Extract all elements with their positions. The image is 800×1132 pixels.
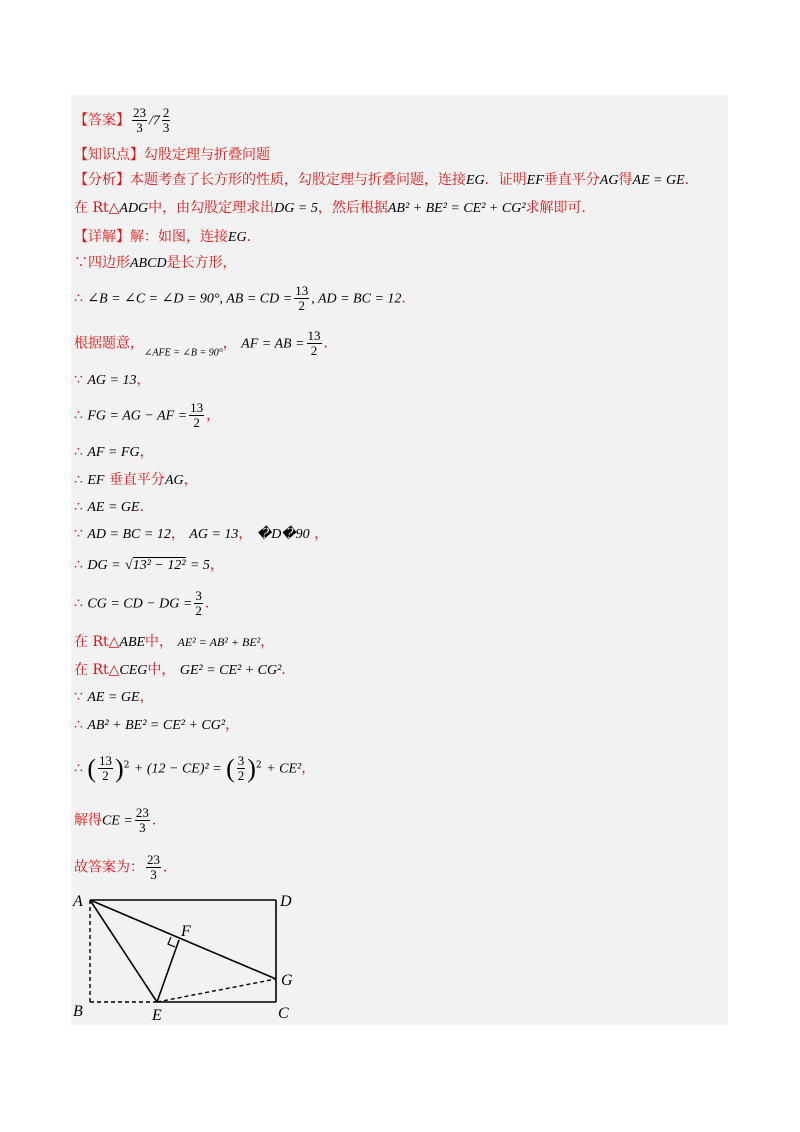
detail-line-5: ∴ FG = AG − AF = $\frac{13}{2}$ ，	[74, 400, 221, 430]
answer-line: 【答案】 $\frac{23}{3}$ /7 $\frac{2}{3}$	[74, 105, 170, 135]
knowledge-line: 【知识点】勾股定理与折叠问题	[74, 147, 270, 163]
detail-line-8: ∴ AE = GE．	[74, 499, 154, 515]
geometry-diagram	[70, 888, 310, 1028]
detail-line-14: ∵ AE = GE，	[74, 689, 154, 705]
detail-line-2: ∴ ∠B = ∠C = ∠D = 90°, AB = CD = $\frac{13}{2}$ , AD = BC = 12．	[74, 283, 416, 313]
label-f: F	[181, 923, 191, 940]
segment-ae	[90, 900, 157, 1002]
label-b: B	[73, 1003, 83, 1020]
detail-line-11: ∴ CG = CD − DG = $\frac{3}{2}$ ．	[74, 588, 219, 618]
label-e: E	[152, 1007, 162, 1024]
segment-eg-dashed	[157, 979, 276, 1002]
detail-line-1: ∵四边形ABCD是长方形，	[74, 255, 237, 271]
label-d: D	[280, 893, 292, 910]
detail-line-6: ∴ AF = FG，	[74, 444, 154, 460]
answer-label: 【答案】	[74, 112, 130, 129]
label-c: C	[278, 1005, 289, 1022]
detail-line-16: ∴ ( $\frac{13}{2}$ )$^2$ + (12 − CE)² = ( $\frac{3}{2}$ )$^2$ + CE²，	[74, 753, 316, 783]
detail-line-3: 根据题意，$_{\angle AFE = \angle B = 90^\circ}$， AF = AB = $\frac{13}{2}$ ．	[74, 328, 338, 359]
analysis-line-1: 【分析】本题考查了长方形的性质，勾股定理与折叠问题，连接EG．证明EF垂直平分AG得AE = GE．	[74, 172, 699, 188]
answer-mixed-fraction: $\frac{2}{3}$	[162, 105, 170, 135]
answer-fraction: $\frac{23}{3}$	[133, 105, 146, 135]
label-a: A	[73, 893, 83, 910]
detail-line-9: ∵ AD = BC = 12， AG = 13， �D�90 ，	[74, 526, 329, 542]
right-angle-mark	[168, 937, 175, 947]
detail-line-18: 故答案为： $\frac{23}{3}$ ．	[74, 852, 177, 882]
detail-line-10: ∴ DG = √13² − 12² = 5，	[74, 557, 224, 573]
label-g: G	[281, 972, 293, 989]
detail-line-0: 【详解】解：如图，连接EG．	[74, 229, 261, 245]
detail-line-13: 在 Rt△CEG中， GE² = CE² + CG²．	[74, 662, 296, 678]
detail-line-4: ∵ AG = 13，	[74, 372, 151, 388]
segment-ef	[157, 940, 179, 1002]
detail-line-17: 解得CE = $\frac{23}{3}$ ．	[74, 805, 166, 835]
analysis-line-2: 在 Rt△ADG中，由勾股定理求出DG = 5，然后根据AB² + BE² = CE² + CG²求解即可．	[74, 200, 596, 216]
detail-line-7: ∴ EF 垂直平分AG，	[74, 472, 198, 488]
detail-line-15: ∴ AB² + BE² = CE² + CG²，	[74, 717, 240, 733]
detail-line-12: 在 Rt△ABE中， AE² = AB² + BE²，	[74, 634, 275, 650]
